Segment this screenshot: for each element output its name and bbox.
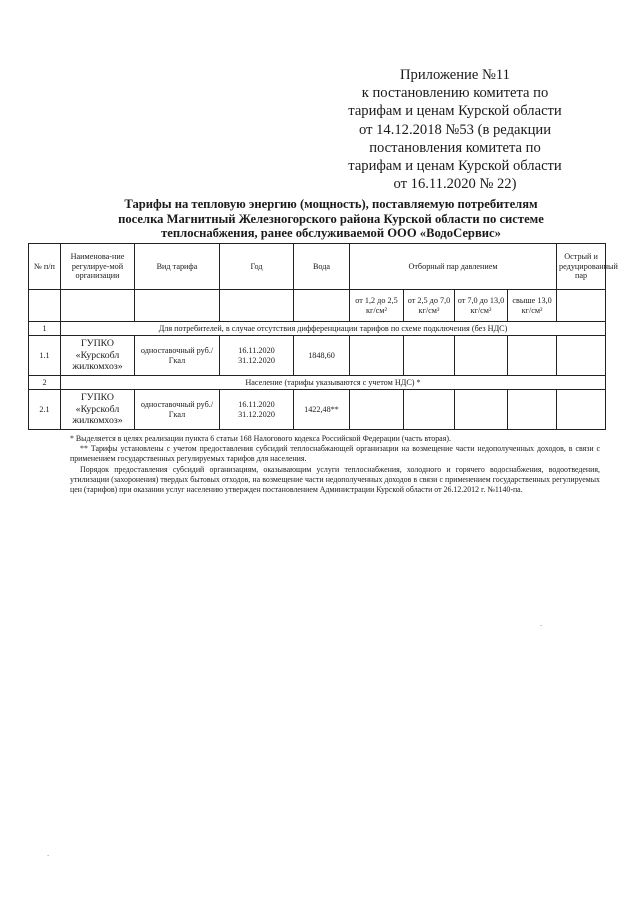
empty-cell bbox=[61, 290, 135, 322]
empty-cell bbox=[29, 290, 61, 322]
header-org: Наименова-ние регулируе-мой организации bbox=[61, 244, 135, 290]
appendix-line: постановления комитета по bbox=[369, 139, 541, 156]
title-line: поселка Магнитный Железногорского района Курской области по системе bbox=[118, 211, 544, 226]
empty-cell bbox=[135, 290, 220, 322]
tariff-type: одноставочный руб./Гкал bbox=[135, 336, 220, 376]
section-row bbox=[29, 376, 606, 390]
period bbox=[220, 336, 294, 376]
table-row bbox=[29, 336, 606, 376]
empty-cell bbox=[294, 290, 350, 322]
document-title bbox=[96, 197, 566, 241]
row-number: 2.1 bbox=[29, 390, 61, 430]
header-steam-4: свыше 13,0 кг/см² bbox=[508, 290, 557, 322]
tariff-type: одноставочный руб./Гкал bbox=[135, 390, 220, 430]
appendix-line: к постановлению комитета по bbox=[361, 85, 549, 102]
section-label: Для потребителей, в случае отсутствия дифференциации тарифов по схеме подключения (без НДС) bbox=[61, 322, 606, 336]
empty-cell bbox=[404, 390, 455, 430]
empty-cell bbox=[220, 290, 294, 322]
appendix-line: Приложение №11 bbox=[400, 67, 510, 83]
table-row bbox=[29, 390, 606, 430]
empty-cell bbox=[508, 336, 557, 376]
section-number: 2 bbox=[29, 376, 61, 390]
scan-artifact: . bbox=[540, 618, 543, 628]
section-row bbox=[29, 322, 606, 336]
water-tariff: 1422,48** bbox=[294, 390, 350, 430]
empty-cell bbox=[508, 390, 557, 430]
organization-name: ГУПКО «Курскобл жилкомхоз» bbox=[61, 336, 135, 376]
footnote-procedure: Порядок предоставления субсидий организациям, оказывающим услуги теплоснабжения, холодного и горячего водоснабжения, водоотведения, утилизации (захоронения) твердых бытовых отходов, на возмещение части недополученных доходов в связи с применением государственных регулируемых цен (тарифов) при оказании услуг населению утвержден постановлением Администрации Курской области от 26.12.2012 г. №1140-па. bbox=[70, 464, 600, 495]
header-sharp-steam: Острый и редуцированный пар bbox=[557, 244, 606, 290]
scan-artifact: . bbox=[47, 848, 50, 858]
header-steam-2: от 2,5 до 7,0 кг/см² bbox=[404, 290, 455, 322]
period-from: 16.11.2020 bbox=[238, 400, 275, 410]
section-label: Население (тарифы указываются с учетом НДС) * bbox=[61, 376, 606, 390]
header-row bbox=[29, 244, 606, 290]
period-from: 16.11.2020 bbox=[238, 346, 275, 356]
header-tariff-type: Вид тарифа bbox=[135, 244, 220, 290]
footnotes bbox=[70, 434, 600, 495]
header-num: № п/п bbox=[29, 244, 61, 290]
title-line: Тарифы на тепловую энергию (мощность), поставляемую потребителям bbox=[124, 197, 538, 211]
empty-cell bbox=[350, 390, 404, 430]
subheader-row bbox=[29, 290, 606, 322]
period-to: 31.12.2020 bbox=[238, 355, 275, 365]
footnote-subsidy: ** Тарифы установлены с учетом предоставления субсидий теплоснабжающей организации на возмещение части недополученных доходов, в связи с применением государственных регулируемых тарифов для населения. bbox=[70, 444, 600, 464]
tariff-table bbox=[28, 243, 618, 430]
header-steam-3: от 7,0 до 13,0 кг/см² bbox=[455, 290, 508, 322]
empty-cell bbox=[350, 336, 404, 376]
appendix-line: от 16.11.2020 № 22) bbox=[393, 176, 517, 193]
appendix-line: от 14.12.2018 №53 (в редакции bbox=[358, 121, 552, 138]
header-water: Вода bbox=[294, 244, 350, 290]
header-steam-1: от 1,2 до 2,5 кг/см² bbox=[350, 290, 404, 322]
header-year: Год bbox=[220, 244, 294, 290]
appendix-block bbox=[325, 66, 585, 193]
empty-cell bbox=[404, 336, 455, 376]
section-number: 1 bbox=[29, 322, 61, 336]
period bbox=[220, 390, 294, 430]
water-tariff: 1848,60 bbox=[294, 336, 350, 376]
row-number: 1.1 bbox=[29, 336, 61, 376]
empty-cell bbox=[557, 390, 606, 430]
empty-cell bbox=[557, 336, 606, 376]
title-line: теплоснабжения, ранее обслуживаемой ООО «ВодоСервис» bbox=[161, 226, 501, 241]
empty-cell bbox=[455, 390, 508, 430]
period-to: 31.12.2020 bbox=[238, 409, 275, 419]
empty-cell bbox=[455, 336, 508, 376]
appendix-line: тарифам и ценам Курской области bbox=[348, 103, 562, 120]
appendix-line: тарифам и ценам Курской области bbox=[348, 158, 562, 175]
empty-cell bbox=[557, 290, 606, 322]
footnote-vat: * Выделяется в целях реализации пункта 6 статьи 168 Налогового кодекса Российской Федерации (часть вторая). bbox=[70, 434, 451, 443]
header-steam: Отборный пар давлением bbox=[350, 244, 557, 290]
organization-name: ГУПКО «Курскобл жилкомхоз» bbox=[61, 390, 135, 430]
